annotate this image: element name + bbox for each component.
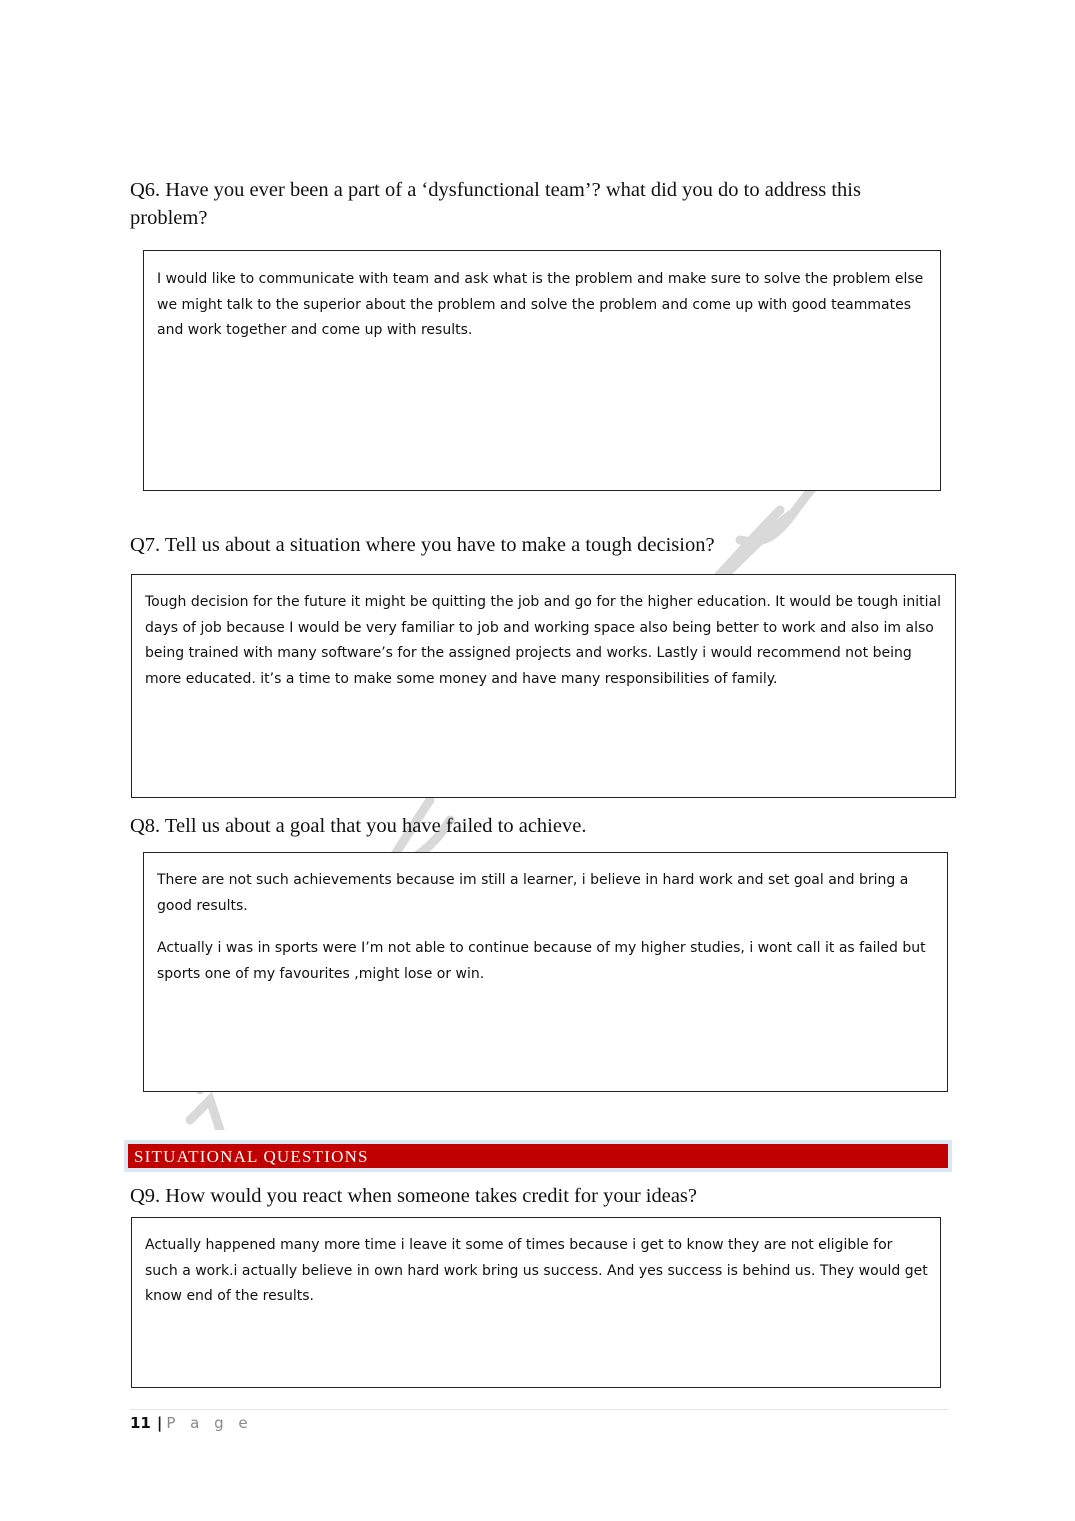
page-label: P a g e	[166, 1414, 253, 1432]
question-7: Q7. Tell us about a situation where you have to make a tough decision?	[130, 534, 715, 556]
answer-8-text-1: There are not such achievements because im still a learner, i believe in hard work and set goal and bring a good results.	[157, 872, 909, 914]
answer-7-text: Tough decision for the future it might be quitting the job and go for the higher education. It would be tough initial days of job because I would be very familiar to job and working space also being better to work and also im also being trained with many software’s for the assigned projects and works. Lastly i would recommend not being more educated. it’s a time to make some money and have many responsibilities of family.	[145, 594, 942, 687]
question-6: Q6. Have you ever been a part of a ‘dysfunctional team’? what did you do to address this problem?	[130, 179, 861, 229]
footer-divider	[130, 1409, 948, 1410]
answer-box-9	[131, 1217, 941, 1388]
section-header	[124, 1140, 952, 1172]
answer-box-7	[131, 574, 956, 798]
page-footer	[130, 1412, 253, 1434]
footer-separator: |	[156, 1414, 163, 1432]
question-8: Q8. Tell us about a goal that you have failed to achieve.	[130, 815, 587, 837]
answer-9-text: Actually happened many more time i leave it some of times because i get to know they are not eligible for such a work.i actually believe in own hard work bring us success. And yes success is behind us. They would get know end of the results.	[145, 1237, 928, 1304]
question-9: Q9. How would you react when someone takes credit for your ideas?	[130, 1185, 697, 1207]
page-number: 11	[130, 1414, 151, 1432]
answer-box-8	[143, 852, 948, 1092]
answer-8-text-2: Actually i was in sports were I’m not able to continue because of my higher studies, i wont call it as failed but sports one of my favourites ,might lose or win.	[157, 940, 926, 982]
answer-box-6	[143, 250, 941, 491]
section-title: SITUATIONAL QUESTIONS	[128, 1144, 948, 1168]
answer-6-text: I would like to communicate with team and ask what is the problem and make sure to solve the problem else we might talk to the superior about the problem and solve the problem and come up with good teammates and work together and come up with results.	[157, 271, 924, 338]
